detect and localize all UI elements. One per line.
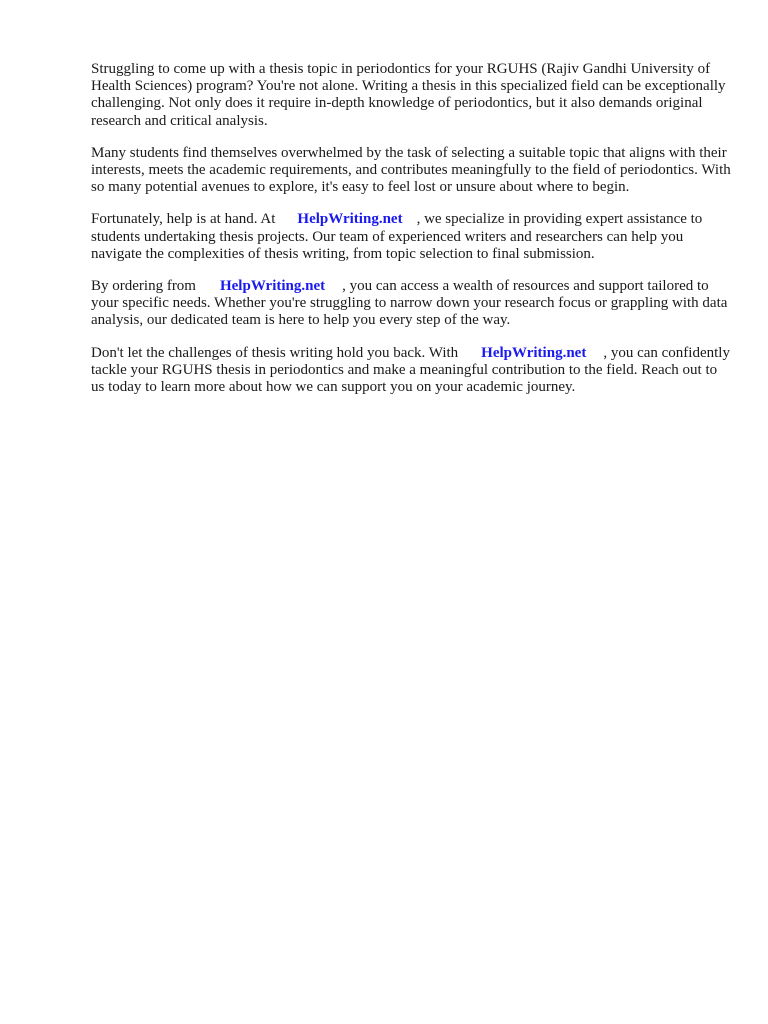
paragraph-ordering <box>91 278 731 330</box>
document-body <box>91 61 731 411</box>
paragraph-ordering-text-after: , you can access a wealth of resources and support tailored to your specific needs. Whether you're struggling to narrow down your research focus or grappling with data analysis, our dedicated team is here to help you every step of the way. <box>91 278 728 329</box>
paragraph-closing <box>91 345 731 397</box>
paragraph-closing-text-before: Don't let the challenges of thesis writing hold you back. With <box>91 344 459 361</box>
paragraph-closing-text-after: , you can confidently tackle your RGUHS thesis in periodontics and make a meaningful contribution to the field. Reach out to us today to learn more about how we can support you on your academic journey. <box>91 344 730 396</box>
paragraph-help-at-hand <box>91 211 731 263</box>
helpwriting-link-1[interactable]: HelpWriting.net <box>297 211 403 228</box>
paragraph-intro: Struggling to come up with a thesis topic in periodontics for your RGUHS (Rajiv Gandhi University of Health Sciences) program? You're not alone. Writing a thesis in this specialized field can be exceptionally challenging. Not only does it require in-depth knowledge of periodontics, but it also demands original research and critical analysis. <box>91 61 726 129</box>
helpwriting-link-3[interactable]: HelpWriting.net <box>481 344 587 361</box>
paragraph-help-text-after: , we specialize in providing expert assistance to students undertaking thesis projects. Our team of experienced writers and researchers can help you navigate the complexities of thesis writing, from topic selection to final submission. <box>91 211 703 262</box>
paragraph-ordering-text-before: By ordering from <box>91 278 196 295</box>
paragraph-help-text-before: Fortunately, help is at hand. At <box>91 211 276 228</box>
helpwriting-link-2[interactable]: HelpWriting.net <box>219 278 326 295</box>
paragraph-overwhelmed: Many students find themselves overwhelmed by the task of selecting a suitable topic that aligns with their interests, meets the academic requirements, and contributes meaningfully to the field of periodontics. With so many potential avenues to explore, it's easy to feel lost or unsure about where to begin. <box>91 144 731 196</box>
